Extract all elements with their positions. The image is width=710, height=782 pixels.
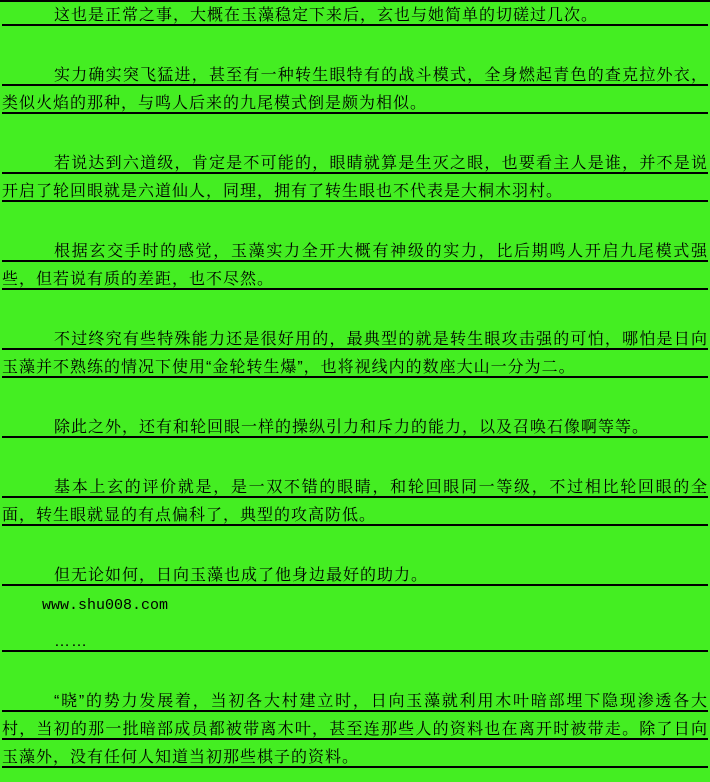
novel-paragraph: 根据玄交手时的感觉，玉藻实力全开大概有神级的实力，比后期鸣人开启九尾模式强些，但若说有质的差距，也不尽然。 — [2, 238, 708, 294]
novel-paragraph: “晓”的势力发展着，当初各大村建立时，日向玉藻就利用木叶暗部埋下隐现渗透各大村，当初的那一批暗部成员都被带离木叶，甚至连那些人的资料也在离开时被带走。除了日向玉藻外，没有任何人知道当初那些棋子的资料。 — [2, 688, 708, 772]
novel-paragraph: 若说达到六道级，肯定是不可能的，眼睛就算是生灭之眼，也要看主人是谁，并不是说开启了轮回眼就是六道仙人，同理，拥有了转生眼也不代表是大桐木羽村。 — [2, 150, 708, 206]
novel-paragraph: 实力确实突飞猛进，甚至有一种转生眼特有的战斗模式，全身燃起青色的查克拉外衣，类似火焰的那种，与鸣人后来的九尾模式倒是颇为相似。 — [2, 62, 708, 118]
novel-paragraph: 但无论如何，日向玉藻也成了他身边最好的助力。 — [2, 562, 708, 590]
novel-paragraph: 基本上玄的评价就是，是一双不错的眼睛，和轮回眼同一等级，不过相比轮回眼的全面，转生眼就显的有点偏科了，典型的攻高防低。 — [2, 474, 708, 530]
novel-paragraph: 这也是正常之事，大概在玉藻稳定下来后，玄也与她简单的切磋过几次。 — [2, 2, 708, 30]
site-watermark: www.shu008.com — [42, 597, 169, 614]
ellipsis-paragraph: …… — [2, 628, 708, 656]
novel-paragraph: 除此之外，还有和轮回眼一样的操纵引力和斥力的能力，以及召唤石像啊等等。 — [2, 414, 708, 442]
novel-reading-page — [0, 2, 710, 772]
novel-paragraph: 不过终究有些特殊能力还是很好用的，最典型的就是转生眼攻击强的可怕，哪怕是日向玉藻并不熟练的情况下使用“金轮转生爆”，也将视线内的数座大山一分为二。 — [2, 326, 708, 382]
